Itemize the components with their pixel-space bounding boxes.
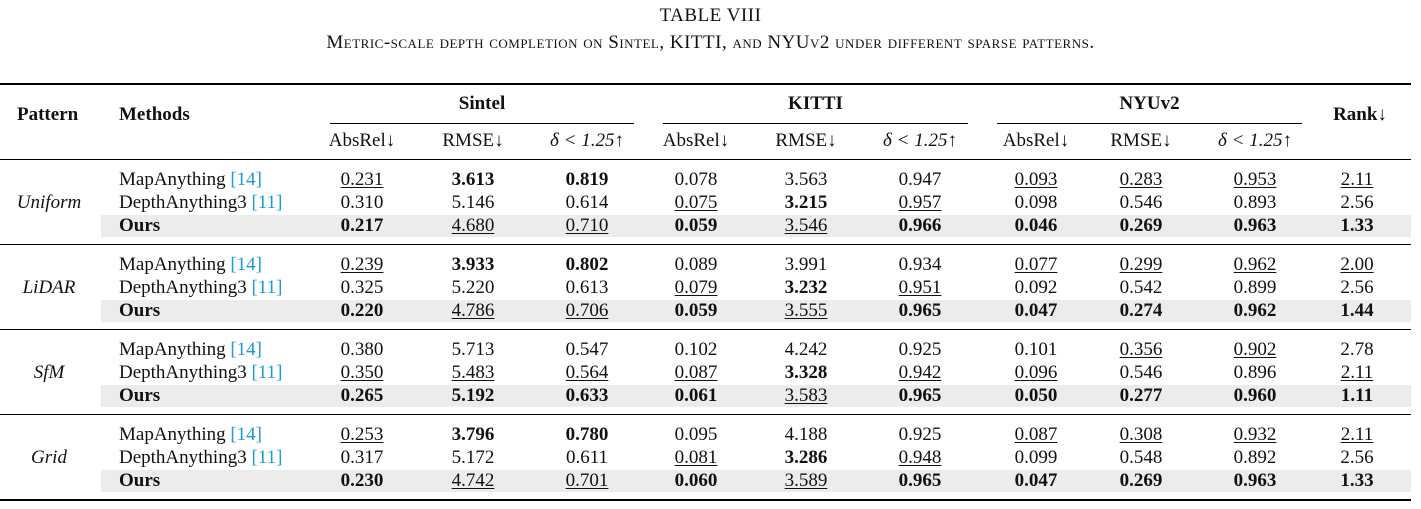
table-cell: 1.11 — [1340, 385, 1374, 406]
table-cell: 0.089 — [674, 254, 718, 275]
group-separator-rule — [0, 329, 1411, 330]
table-cell: 0.899 — [1233, 277, 1277, 298]
method-name: MapAnything [14] — [119, 254, 263, 275]
header-pattern: Pattern — [17, 104, 79, 125]
method-name: MapAnything [14] — [119, 169, 263, 190]
header-metric: RMSE↓ — [442, 130, 504, 151]
table-cell: 5.172 — [451, 447, 495, 468]
table-cell: 0.780 — [565, 424, 609, 445]
table-cell: 0.102 — [674, 339, 718, 360]
table-cell: 5.146 — [451, 192, 495, 213]
table-cell: 2.78 — [1340, 339, 1374, 360]
pattern-label: Grid — [31, 447, 67, 468]
table-cell: 0.965 — [898, 300, 942, 321]
table-cell: 3.991 — [784, 254, 828, 275]
table-cell: 4.680 — [451, 215, 495, 236]
table-cell: 0.047 — [1014, 470, 1058, 491]
table-cell: 2.56 — [1340, 277, 1374, 298]
table-cell: 0.081 — [674, 447, 718, 468]
table-cell: 0.092 — [1014, 277, 1058, 298]
table-cell: 0.310 — [340, 192, 384, 213]
method-name: Ours — [119, 215, 161, 236]
ours-row-highlight — [101, 470, 1411, 492]
table-cell: 2.11 — [1340, 424, 1374, 445]
table-caption-subtitle: Metric-scale depth completion on Sintel, KITTI, and NYUv2 under different sparse patterns. — [326, 32, 1095, 53]
table-cell: 0.317 — [340, 447, 384, 468]
table-cell: 0.093 — [1014, 169, 1058, 190]
table-cell: 3.328 — [784, 362, 828, 383]
table-cell: 1.44 — [1340, 300, 1374, 321]
table-cell: 0.965 — [898, 385, 942, 406]
table-cell: 2.11 — [1340, 169, 1374, 190]
header-dataset: Sintel — [458, 93, 506, 114]
table-cell: 0.380 — [340, 339, 384, 360]
table-cell: 3.589 — [784, 470, 828, 491]
table-cell: 0.893 — [1233, 192, 1277, 213]
table-cell: 0.269 — [1119, 470, 1163, 491]
top-rule — [0, 83, 1411, 85]
table-cell: 0.963 — [1233, 215, 1277, 236]
table-cell: 0.892 — [1233, 447, 1277, 468]
table-cell: 0.819 — [565, 169, 609, 190]
dataset-group-rule — [330, 123, 634, 124]
table-cell: 0.274 — [1119, 300, 1163, 321]
table-cell: 0.614 — [565, 192, 609, 213]
table-cell: 0.079 — [674, 277, 718, 298]
table-cell: 0.896 — [1233, 362, 1277, 383]
table-cell: 0.101 — [1014, 339, 1058, 360]
table-cell: 0.060 — [674, 470, 718, 491]
table-cell: 0.613 — [565, 277, 609, 298]
ours-row-highlight — [101, 385, 1411, 407]
table-cell: 4.786 — [451, 300, 495, 321]
table-cell: 0.962 — [1233, 300, 1277, 321]
table-cell: 0.077 — [1014, 254, 1058, 275]
group-separator-rule — [0, 244, 1411, 245]
table-cell: 2.56 — [1340, 192, 1374, 213]
table-cell: 0.096 — [1014, 362, 1058, 383]
table-cell: 4.188 — [784, 424, 828, 445]
ours-row-highlight — [101, 300, 1411, 322]
table-cell: 0.078 — [674, 169, 718, 190]
table-cell: 0.217 — [340, 215, 384, 236]
method-name: DepthAnything3 [11] — [119, 447, 283, 468]
header-metric: RMSE↓ — [1110, 130, 1172, 151]
table-cell: 2.11 — [1340, 362, 1374, 383]
table-cell: 3.613 — [451, 169, 495, 190]
table-cell: 0.706 — [565, 300, 609, 321]
table-cell: 0.059 — [674, 300, 718, 321]
table-cell: 0.951 — [898, 277, 942, 298]
table-cell: 0.230 — [340, 470, 384, 491]
table-cell: 0.802 — [565, 254, 609, 275]
table-cell: 0.960 — [1233, 385, 1277, 406]
table-cell: 5.192 — [451, 385, 495, 406]
table-cell: 0.231 — [340, 169, 384, 190]
table-cell: 0.546 — [1119, 192, 1163, 213]
header-rule — [0, 159, 1411, 160]
table-cell: 0.050 — [1014, 385, 1058, 406]
table-cell: 0.942 — [898, 362, 942, 383]
table-cell: 2.56 — [1340, 447, 1374, 468]
table-cell: 0.947 — [898, 169, 942, 190]
table-cell: 3.546 — [784, 215, 828, 236]
header-metric: AbsRel↓ — [1002, 130, 1070, 151]
table-cell: 0.325 — [340, 277, 384, 298]
group-separator-rule — [0, 414, 1411, 415]
header-metric: δ < 1.25↑ — [883, 130, 957, 151]
table-cell: 0.963 — [1233, 470, 1277, 491]
table-cell: 3.232 — [784, 277, 828, 298]
table-cell: 0.957 — [898, 192, 942, 213]
table-cell: 0.953 — [1233, 169, 1277, 190]
table-cell: 0.564 — [565, 362, 609, 383]
table-caption-title: TABLE VIII — [659, 5, 762, 26]
table-cell: 0.299 — [1119, 254, 1163, 275]
table-cell: 0.265 — [340, 385, 384, 406]
table-cell: 0.061 — [674, 385, 718, 406]
method-name: Ours — [119, 470, 161, 491]
table-cell: 3.215 — [784, 192, 828, 213]
ours-row-highlight — [101, 215, 1411, 237]
header-metric: δ < 1.25↑ — [550, 130, 624, 151]
bottom-rule — [0, 499, 1411, 501]
table-cell: 0.269 — [1119, 215, 1163, 236]
header-dataset: NYUv2 — [1119, 93, 1180, 114]
table-cell: 0.925 — [898, 339, 942, 360]
header-rank: Rank↓ — [1333, 104, 1387, 125]
table-cell: 0.095 — [674, 424, 718, 445]
header-metric: δ < 1.25↑ — [1218, 130, 1292, 151]
table-cell: 1.33 — [1340, 470, 1374, 491]
method-name: MapAnything [14] — [119, 424, 263, 445]
table-cell: 0.701 — [565, 470, 609, 491]
table-cell: 3.583 — [784, 385, 828, 406]
table-cell: 0.099 — [1014, 447, 1058, 468]
table-cell: 0.283 — [1119, 169, 1163, 190]
table-cell: 4.242 — [784, 339, 828, 360]
pattern-label: Uniform — [16, 192, 82, 213]
header-metric: AbsRel↓ — [662, 130, 730, 151]
table-cell: 2.00 — [1340, 254, 1374, 275]
table-cell: 0.548 — [1119, 447, 1163, 468]
header-methods: Methods — [119, 104, 190, 125]
table-cell: 0.948 — [898, 447, 942, 468]
method-name: DepthAnything3 [11] — [119, 277, 283, 298]
table-cell: 0.925 — [898, 424, 942, 445]
table-cell: 0.059 — [674, 215, 718, 236]
table-cell: 5.483 — [451, 362, 495, 383]
table-cell: 3.286 — [784, 447, 828, 468]
method-name: DepthAnything3 [11] — [119, 362, 283, 383]
table-cell: 0.046 — [1014, 215, 1058, 236]
table-cell: 0.966 — [898, 215, 942, 236]
table-cell: 5.220 — [451, 277, 495, 298]
table-cell: 0.965 — [898, 470, 942, 491]
dataset-group-rule — [663, 123, 968, 124]
table-cell: 0.098 — [1014, 192, 1058, 213]
table-cell: 3.933 — [451, 254, 495, 275]
table-cell: 0.934 — [898, 254, 942, 275]
table-cell: 0.087 — [1014, 424, 1058, 445]
header-metric: AbsRel↓ — [328, 130, 396, 151]
table-cell: 0.253 — [340, 424, 384, 445]
table-cell: 0.047 — [1014, 300, 1058, 321]
table-cell: 3.796 — [451, 424, 495, 445]
method-name: Ours — [119, 385, 161, 406]
table-cell: 1.33 — [1340, 215, 1374, 236]
pattern-label: SfM — [33, 362, 65, 383]
dataset-group-rule — [997, 123, 1302, 124]
table-cell: 0.932 — [1233, 424, 1277, 445]
table-cell: 0.547 — [565, 339, 609, 360]
table-cell: 0.308 — [1119, 424, 1163, 445]
table-cell: 0.542 — [1119, 277, 1163, 298]
table-cell: 3.555 — [784, 300, 828, 321]
table-cell: 0.350 — [340, 362, 384, 383]
table-cell: 3.563 — [784, 169, 828, 190]
table-cell: 0.546 — [1119, 362, 1163, 383]
table-cell: 0.087 — [674, 362, 718, 383]
table-cell: 0.277 — [1119, 385, 1163, 406]
table-cell: 0.633 — [565, 385, 609, 406]
method-name: DepthAnything3 [11] — [119, 192, 283, 213]
method-name: Ours — [119, 300, 161, 321]
pattern-label: LiDAR — [22, 277, 76, 298]
table-cell: 0.220 — [340, 300, 384, 321]
table-cell: 0.611 — [565, 447, 609, 468]
table-cell: 0.710 — [565, 215, 609, 236]
table-cell: 0.356 — [1119, 339, 1163, 360]
header-metric: RMSE↓ — [775, 130, 837, 151]
table-cell: 0.075 — [674, 192, 718, 213]
table-cell: 0.239 — [340, 254, 384, 275]
method-name: MapAnything [14] — [119, 339, 263, 360]
table-cell: 4.742 — [451, 470, 495, 491]
table-cell: 0.962 — [1233, 254, 1277, 275]
table-cell: 0.902 — [1233, 339, 1277, 360]
header-dataset: KITTI — [788, 93, 843, 114]
table-cell: 5.713 — [451, 339, 495, 360]
